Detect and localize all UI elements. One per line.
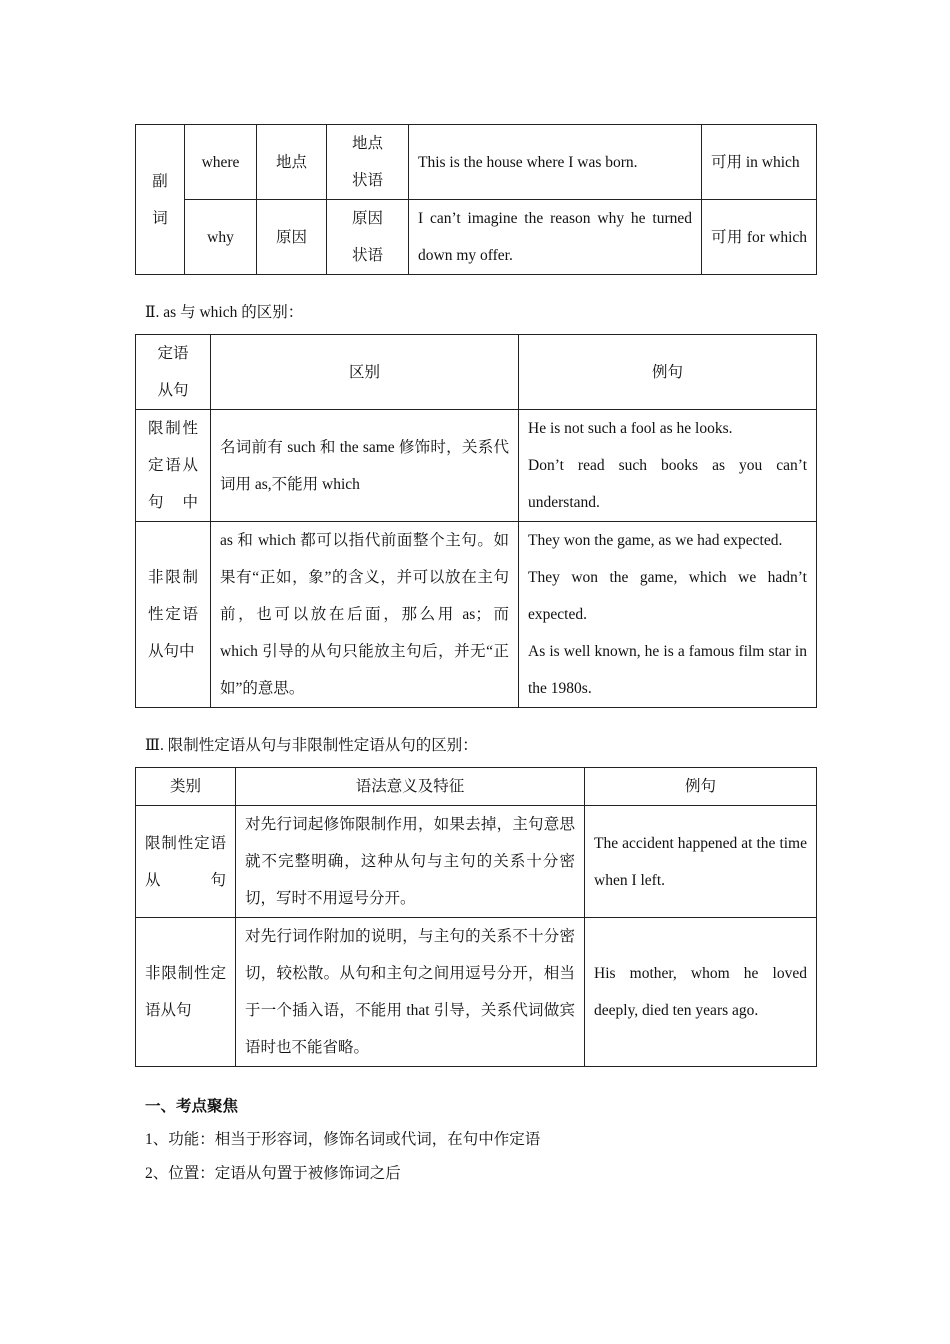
type-restrictive: 限制性定语从句中 — [136, 410, 211, 522]
focus-item-function: 1、功能：相当于形容词，修饰名词或代词，在句中作定语 — [145, 1131, 541, 1148]
example-nonrestrictive: His mother, whom he loved deeply, died ten years ago. — [585, 918, 817, 1067]
meaning-nonrestrictive: 对先行词作附加的说明，与主句的关系不十分密切，较松散。从句和主句之间用逗号分开，相当于一个插入语，不能用 that 引导，关系代词做宾语时也不能省略。 — [236, 918, 585, 1067]
difference-nonrestrictive: as 和 which 都可以指代前面整个主句。如果有“正如，象”的含义，并可以放在主句前，也可以放在后面，那么用 as；而 which 引导的从句只能放主句后，并无“正如”的意思。 — [211, 522, 519, 708]
function-reason: 原因 状语 — [327, 200, 409, 275]
group-label-cell: 副 词 — [136, 125, 185, 275]
header-example: 例句 — [519, 335, 817, 410]
type-nonrestrictive: 非限制性定语从句中 — [136, 522, 211, 708]
word-why: why — [185, 200, 257, 275]
note-where: 可用 in which — [702, 125, 817, 200]
difference-restrictive: 名词前有 such 和 the same 修饰时，关系代词用 as,不能用 which — [211, 410, 519, 522]
meaning-restrictive: 对先行词起修饰限制作用，如果去掉，主句意思就不完整明确，这种从句与主句的关系十分密切，写时不用逗号分开。 — [236, 806, 585, 918]
examples-nonrestrictive: They won the game, as we had expected. They won the game, which we hadn’t expected. As is well known, he is a famous film star in the 1980s. — [519, 522, 817, 708]
meaning-reason: 原因 — [257, 200, 327, 275]
example-restrictive: The accident happened at the time when I left. — [585, 806, 817, 918]
header-meaning: 语法意义及特征 — [236, 768, 585, 806]
function-place: 地点 状语 — [327, 125, 409, 200]
restrictive-nonrestrictive-table — [135, 767, 817, 1067]
example-why: I can’t imagine the reason why he turned down my offer. — [409, 200, 702, 275]
examples-restrictive: He is not such a fool as he looks. Don’t read such books as you can’t understand. — [519, 410, 817, 522]
meaning-place: 地点 — [257, 125, 327, 200]
focus-heading: 一、考点聚焦 — [145, 1098, 239, 1115]
header-difference: 区别 — [211, 335, 519, 410]
header-clause: 定语从句 — [136, 335, 211, 410]
header-example: 例句 — [585, 768, 817, 806]
note-why: 可用 for which — [702, 200, 817, 275]
focus-item-position: 2、位置：定语从句置于被修饰词之后 — [145, 1165, 401, 1182]
example-where: This is the house where I was born. — [409, 125, 702, 200]
word-where: where — [185, 125, 257, 200]
as-which-table — [135, 334, 817, 708]
section3-title: Ⅲ. 限制性定语从句与非限制性定语从句的区别： — [145, 737, 478, 754]
category-restrictive: 限制性定语从句 — [136, 806, 236, 918]
header-category: 类别 — [136, 768, 236, 806]
section2-title: Ⅱ. as 与 which 的区别： — [145, 304, 304, 321]
adverb-table — [135, 124, 817, 275]
category-nonrestrictive: 非限制性定语从句 — [136, 918, 236, 1067]
